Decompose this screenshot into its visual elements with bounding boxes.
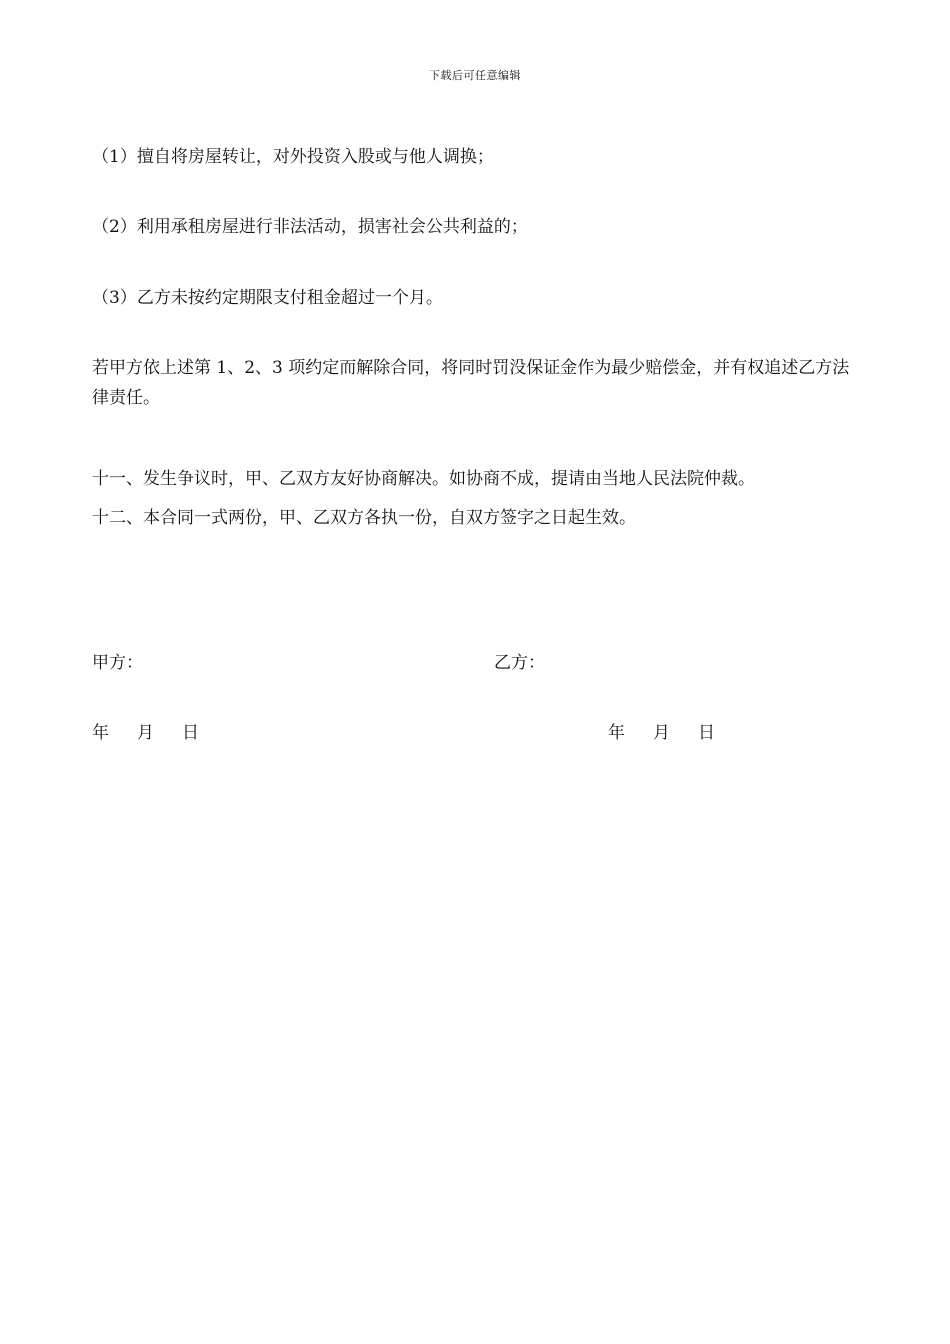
- clause-item-2: （2）利用承租房屋进行非法活动，损害社会公共利益的；: [92, 217, 528, 237]
- party-a-date-month: 月: [137, 723, 154, 743]
- party-b-date-day: 日: [698, 723, 715, 743]
- party-b-date-year: 年: [608, 723, 625, 743]
- party-b-signature-label: 乙方：: [494, 653, 545, 673]
- header-note: 下载后可任意编辑: [429, 69, 521, 82]
- party-a-date-year: 年: [92, 723, 109, 743]
- party-a-date-day: 日: [182, 723, 199, 743]
- clause-eleven: 十一、发生争议时，甲、乙双方友好协商解决。如协商不成，提请由当地人民法院仲裁。: [92, 469, 755, 489]
- clause-item-1: （1）擅自将房屋转让，对外投资入股或与他人调换；: [92, 147, 494, 167]
- party-b-date-month: 月: [653, 723, 670, 743]
- party-b-date: [608, 718, 715, 743]
- clause-twelve: 十二、本合同一式两份，甲、乙双方各执一份，自双方签字之日起生效。: [92, 508, 636, 528]
- party-a-signature-label: 甲方：: [92, 653, 143, 673]
- clause-item-3: （3）乙方未按约定期限支付租金超过一个月。: [92, 288, 443, 308]
- penalty-paragraph: 若甲方依上述第 1、2、3 项约定而解除合同，将同时罚没保证金作为最少赔偿金，并有权追述乙方法律责任。: [92, 358, 850, 408]
- party-a-date: [92, 718, 199, 743]
